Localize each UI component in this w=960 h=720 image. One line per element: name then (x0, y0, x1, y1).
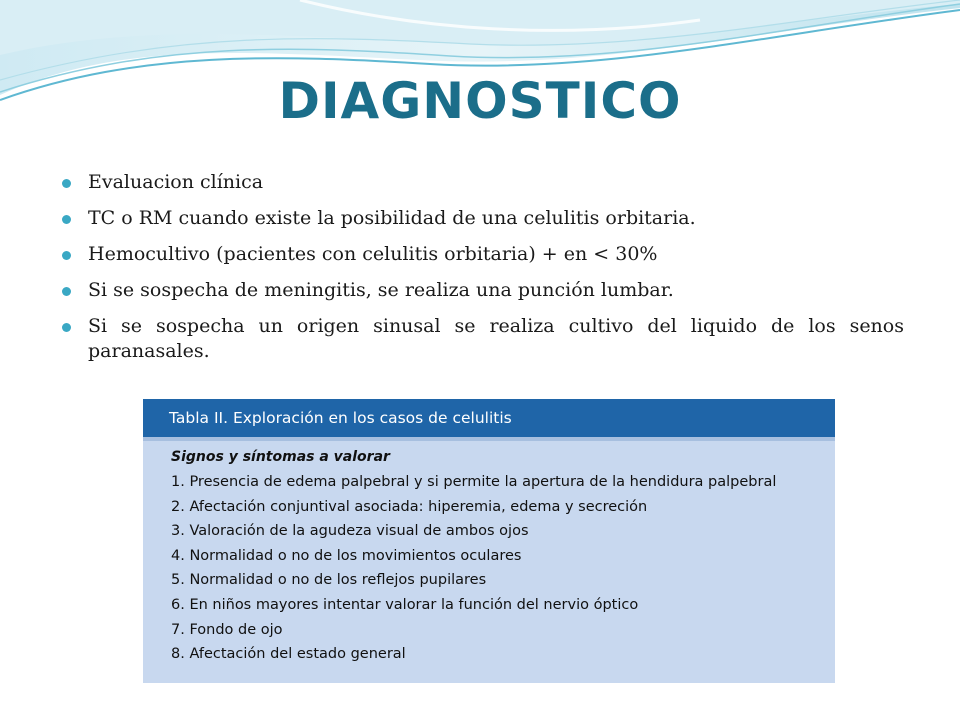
table-heading: Tabla II. Exploración en los casos de celulitis (143, 399, 835, 437)
table-item: 5. Normalidad o no de los reflejos pupilares (171, 572, 487, 589)
table-item: 7. Fondo de ojo (171, 621, 283, 638)
bullet-list (62, 170, 904, 375)
slide-title: DIAGNOSTICO (278, 72, 682, 130)
table-item: 3. Valoración de la agudeza visual de ambos ojos (171, 523, 529, 540)
table-item: 1. Presencia de edema palpebral y si permite la apertura de la hendidura palpebral (171, 474, 777, 490)
bullet-item: Evaluacion clínica (62, 170, 904, 195)
table-item: 4. Normalidad o no de los movimientos oculares (171, 547, 522, 564)
table-item: 2. Afectación conjuntival asociada: hiperemia, edema y secreción (171, 498, 648, 515)
table-item: 6. En niños mayores intentar valorar la función del nervio óptico (171, 596, 639, 613)
table-item: 8. Afectación del estado general (171, 646, 406, 663)
bullet-item: Si se sospecha un origen sinusal se realiza cultivo del liquido de los senos paranasales. (62, 314, 904, 364)
exploration-table (143, 399, 835, 683)
table-item-list (143, 470, 835, 667)
bullet-item: TC o RM cuando existe la posibilidad de una celulitis orbitaria. (62, 206, 904, 231)
bullet-item: Hemocultivo (pacientes con celulitis orbitaria) + en < 30% (62, 242, 904, 267)
table-subheading: Signos y síntomas a valorar (171, 449, 390, 465)
bullet-item: Si se sospecha de meningitis, se realiza una punción lumbar. (62, 278, 904, 303)
